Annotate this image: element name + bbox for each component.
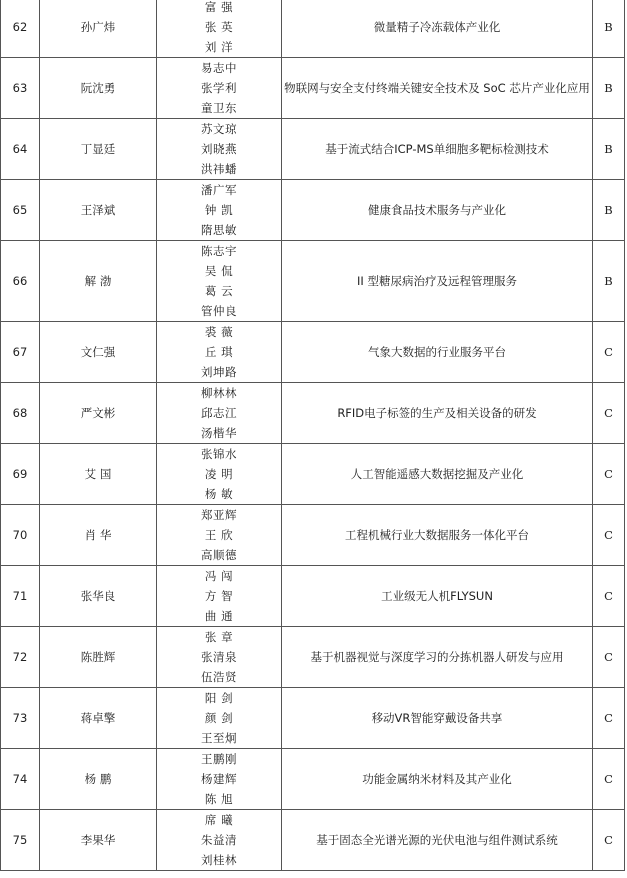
row-number: 72 <box>1 627 40 688</box>
row-number: 63 <box>1 58 40 119</box>
member-name: 王鹏刚 <box>201 752 237 766</box>
leader-name: 艾 国 <box>40 444 157 505</box>
member-name: 张清泉 <box>201 650 237 664</box>
row-number: 73 <box>1 688 40 749</box>
row-number: 67 <box>1 322 40 383</box>
member-name: 朱益清 <box>201 833 237 847</box>
row-number: 75 <box>1 810 40 871</box>
row-number: 69 <box>1 444 40 505</box>
row-number: 70 <box>1 505 40 566</box>
table-row <box>1 566 625 627</box>
leader-name: 张华良 <box>40 566 157 627</box>
grade: B <box>593 180 625 241</box>
member-name: 汤楷华 <box>201 426 237 440</box>
members-cell <box>157 444 282 505</box>
table-row <box>1 749 625 810</box>
members-cell <box>157 241 282 322</box>
project-title: 功能金属纳米材料及其产业化 <box>282 749 593 810</box>
row-number: 74 <box>1 749 40 810</box>
project-title: 工程机械行业大数据服务一体化平台 <box>282 505 593 566</box>
member-name: 郑亚辉 <box>201 508 237 522</box>
row-number: 71 <box>1 566 40 627</box>
member-name: 方 智 <box>204 589 234 603</box>
grade: C <box>593 444 625 505</box>
member-name: 陈 旭 <box>204 792 234 806</box>
grade: C <box>593 688 625 749</box>
table-row <box>1 322 625 383</box>
table-row <box>1 505 625 566</box>
members-cell <box>157 688 282 749</box>
table-row <box>1 627 625 688</box>
row-number: 65 <box>1 180 40 241</box>
member-name: 张锦水 <box>201 447 237 461</box>
member-name: 葛 云 <box>204 284 234 298</box>
member-name: 张学利 <box>201 81 237 95</box>
project-title: 微量精子冷冻载体产业化 <box>282 0 593 58</box>
leader-name: 严文彬 <box>40 383 157 444</box>
table-row <box>1 119 625 180</box>
member-name: 童卫东 <box>201 101 237 115</box>
member-name: 富 强 <box>204 0 234 14</box>
members-cell <box>157 627 282 688</box>
member-name: 潘广军 <box>201 183 237 197</box>
table-row <box>1 383 625 444</box>
project-title: 工业级无人机FLYSUN <box>282 566 593 627</box>
grade: B <box>593 0 625 58</box>
leader-name: 王泽斌 <box>40 180 157 241</box>
member-name: 杨 敏 <box>204 487 234 501</box>
grade: B <box>593 58 625 119</box>
project-title: 基于流式结合ICP-MS单细胞多靶标检测技术 <box>282 119 593 180</box>
table-row <box>1 180 625 241</box>
table-row <box>1 241 625 322</box>
project-title: 健康食品技术服务与产业化 <box>282 180 593 241</box>
table-row <box>1 810 625 871</box>
row-number: 64 <box>1 119 40 180</box>
leader-name: 李果华 <box>40 810 157 871</box>
table-row <box>1 58 625 119</box>
member-name: 钟 凯 <box>204 203 234 217</box>
leader-name: 丁显廷 <box>40 119 157 180</box>
table-row <box>1 688 625 749</box>
member-name: 王至炯 <box>201 731 237 745</box>
leader-name: 阮沈勇 <box>40 58 157 119</box>
grade: C <box>593 322 625 383</box>
grade: C <box>593 810 625 871</box>
project-title: 基于固态全光谱光源的光伏电池与组件测试系统 <box>282 810 593 871</box>
member-name: 曲 通 <box>204 609 234 623</box>
member-name: 杨建辉 <box>201 772 237 786</box>
member-name: 吴 侃 <box>204 264 234 278</box>
members-cell <box>157 322 282 383</box>
members-cell <box>157 119 282 180</box>
leader-name: 陈胜辉 <box>40 627 157 688</box>
member-name: 刘 洋 <box>204 40 234 54</box>
table-row <box>1 444 625 505</box>
grade: C <box>593 383 625 444</box>
leader-name: 蒋卓擎 <box>40 688 157 749</box>
row-number: 62 <box>1 0 40 58</box>
project-title: 基于机器视觉与深度学习的分拣机器人研发与应用 <box>282 627 593 688</box>
project-title: II 型糖尿病治疗及远程管理服务 <box>282 241 593 322</box>
project-title: RFID电子标签的生产及相关设备的研发 <box>282 383 593 444</box>
member-name: 刘晓燕 <box>201 142 237 156</box>
grade: B <box>593 241 625 322</box>
member-name: 管仲良 <box>201 304 237 318</box>
member-name: 刘坤路 <box>201 365 237 379</box>
grade: C <box>593 505 625 566</box>
project-title: 气象大数据的行业服务平台 <box>282 322 593 383</box>
grade: C <box>593 627 625 688</box>
member-name: 丘 琪 <box>204 345 234 359</box>
members-cell <box>157 383 282 444</box>
leader-name: 杨 鹏 <box>40 749 157 810</box>
members-cell <box>157 180 282 241</box>
member-name: 冯 闯 <box>204 569 234 583</box>
row-number: 68 <box>1 383 40 444</box>
member-name: 刘桂林 <box>201 853 237 867</box>
member-name: 洪祎蟠 <box>201 162 237 176</box>
members-cell <box>157 58 282 119</box>
row-number: 66 <box>1 241 40 322</box>
member-name: 颜 剑 <box>204 711 234 725</box>
members-cell <box>157 749 282 810</box>
table-row <box>1 0 625 58</box>
members-cell <box>157 810 282 871</box>
member-name: 邱志江 <box>201 406 237 420</box>
project-table-body <box>1 0 625 871</box>
member-name: 阳 剑 <box>204 691 234 705</box>
member-name: 陈志宇 <box>201 244 237 258</box>
grade: B <box>593 119 625 180</box>
leader-name: 解 渤 <box>40 241 157 322</box>
leader-name: 文仁强 <box>40 322 157 383</box>
member-name: 柳林林 <box>201 386 237 400</box>
grade: C <box>593 566 625 627</box>
members-cell <box>157 505 282 566</box>
member-name: 王 欣 <box>204 528 234 542</box>
members-cell <box>157 0 282 58</box>
leader-name: 孙广炜 <box>40 0 157 58</box>
project-title: 物联网与安全支付终端关键安全技术及 SoC 芯片产业化应用 <box>282 58 593 119</box>
member-name: 张 英 <box>204 20 234 34</box>
member-name: 易志中 <box>201 61 237 75</box>
member-name: 凌 明 <box>204 467 234 481</box>
members-cell <box>157 566 282 627</box>
grade: C <box>593 749 625 810</box>
member-name: 张 章 <box>204 630 234 644</box>
member-name: 苏文琼 <box>201 122 237 136</box>
member-name: 席 曦 <box>204 813 234 827</box>
member-name: 伍浩贤 <box>201 670 237 684</box>
member-name: 隋思敏 <box>201 223 237 237</box>
member-name: 裘 薇 <box>204 325 234 339</box>
project-title: 人工智能遥感大数据挖掘及产业化 <box>282 444 593 505</box>
member-name: 高顺德 <box>201 548 237 562</box>
leader-name: 肖 华 <box>40 505 157 566</box>
project-title: 移动VR智能穿戴设备共享 <box>282 688 593 749</box>
